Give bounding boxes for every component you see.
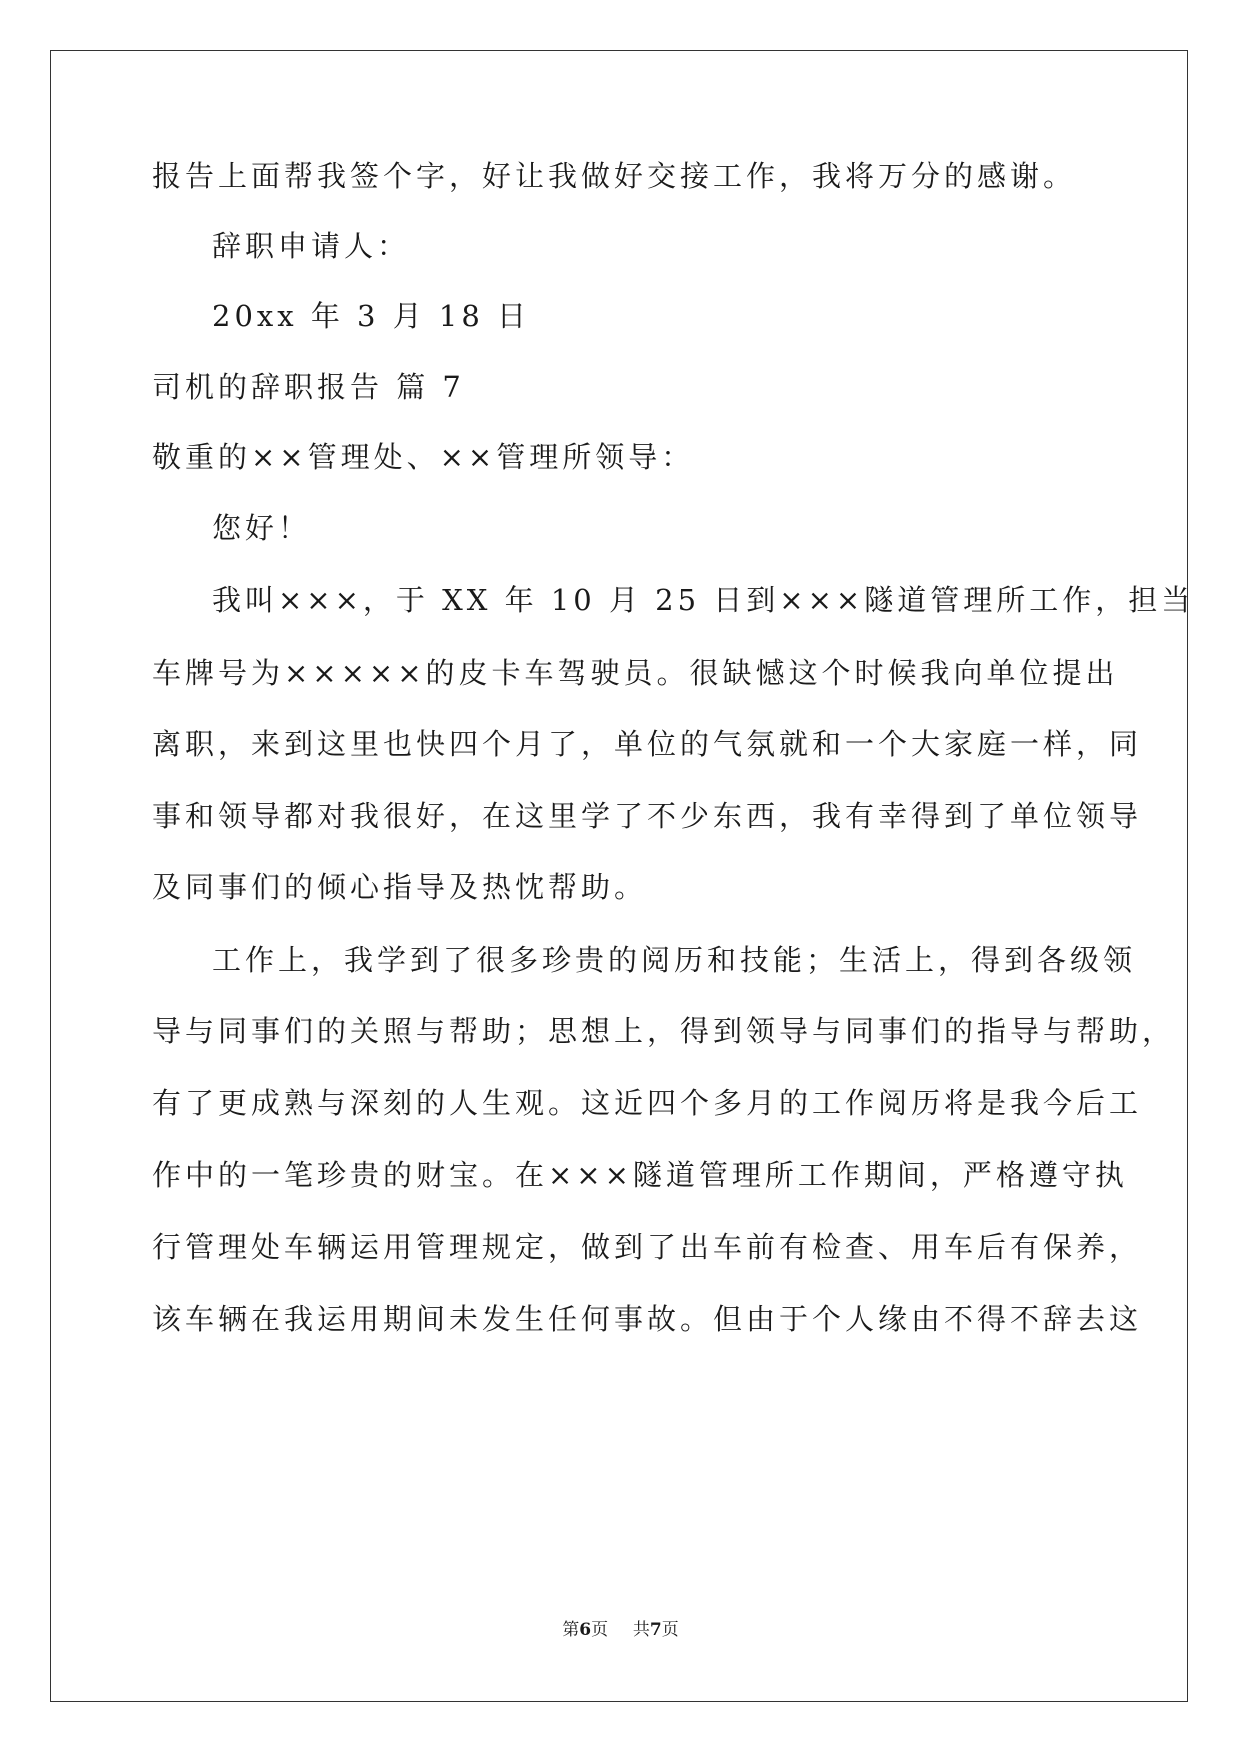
paragraph-1-line-5: 及同事们的倾心指导及热忱帮助。 [152, 870, 648, 904]
salutation: 敬重的××管理处、××管理所领导： [152, 440, 695, 474]
paragraph-2-line-1: 工作上，我学到了很多珍贵的阅历和技能；生活上，得到各级领 [212, 943, 1137, 977]
footer-total-suffix: 页 [661, 1620, 679, 1640]
paragraph-2-line-5: 行管理处车辆运用管理规定，做到了出车前有检查、用车后有保养， [152, 1230, 1143, 1264]
paragraph-1-line-1: 我叫×××，于 XX 年 10 月 25 日到×××隧道管理所工作，担当 [212, 583, 1195, 617]
footer-page-prefix: 第 [562, 1620, 580, 1640]
paragraph-1-line-2: 车牌号为×××××的皮卡车驾驶员。很缺憾这个时候我向单位提出 [152, 656, 1119, 690]
body-line-1: 报告上面帮我签个字，好让我做好交接工作，我将万分的感谢。 [152, 159, 1077, 193]
signature-date: 20xx 年 3 月 18 日 [212, 299, 531, 333]
section-heading: 司机的辞职报告 篇 7 [152, 370, 465, 404]
footer-total-number: 7 [649, 1620, 662, 1640]
paragraph-2-line-4: 作中的一笔珍贵的财宝。在×××隧道管理所工作期间，严格遵守执 [152, 1158, 1128, 1192]
paragraph-2-line-3: 有了更成熟与深刻的人生观。这近四个多月的工作阅历将是我今后工 [152, 1086, 1143, 1120]
paragraph-1-line-4: 事和领导都对我很好，在这里学了不少东西，我有幸得到了单位领导 [152, 799, 1143, 833]
footer-page-number: 6 [579, 1620, 592, 1640]
signature-label: 辞职申请人： [212, 229, 411, 263]
footer-page-suffix: 页 [591, 1620, 609, 1640]
paragraph-1-line-3: 离职，来到这里也快四个月了，单位的气氛就和一个大家庭一样，同 [152, 727, 1143, 761]
page-footer [0, 1618, 1241, 1642]
paragraph-2-line-6: 该车辆在我运用期间未发生任何事故。但由于个人缘由不得不辞去这 [152, 1302, 1143, 1336]
greeting: 您好！ [212, 511, 312, 545]
paragraph-2-line-2: 导与同事们的关照与帮助；思想上，得到领导与同事们的指导与帮助， [152, 1014, 1176, 1048]
footer-total-prefix: 共 [632, 1620, 650, 1640]
